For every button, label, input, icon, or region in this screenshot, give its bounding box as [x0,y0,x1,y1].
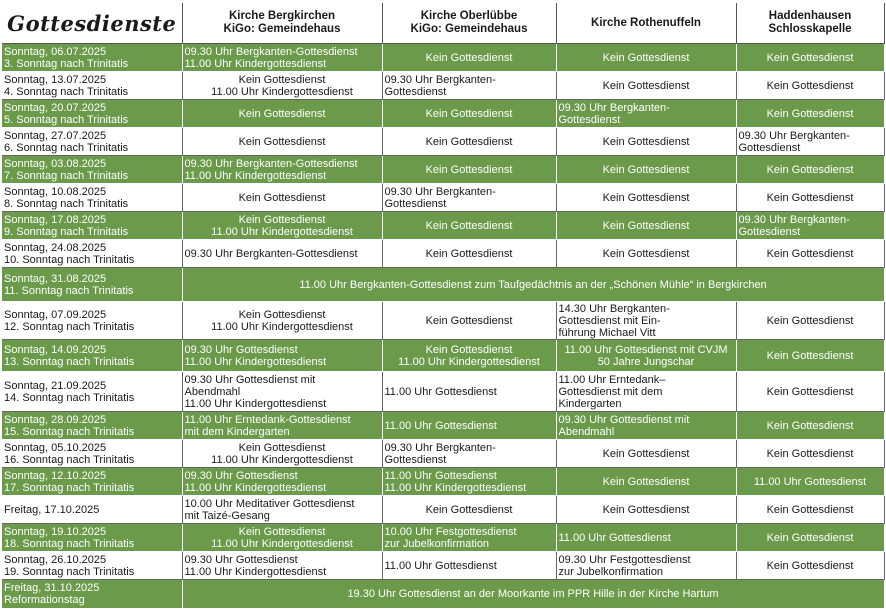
service-cell-rothenuffeln: Kein Gottesdienst [556,496,736,524]
service-cell-haddenhausen: Kein Gottesdienst [736,240,884,268]
column-header-rothenuffeln: Kirche Rothenuffeln [556,3,736,44]
service-cell-rothenuffeln: 11.00 Uhr Gottesdienst [556,524,736,552]
service-schedule-table [2,3,885,609]
table-row [2,72,884,100]
date-cell: Sonntag, 14.09.2025 13. Sonntag nach Trinitatis [2,340,182,372]
table-row [2,44,884,72]
table-row [2,496,884,524]
table-row [2,440,884,468]
date-cell: Sonntag, 24.08.2025 10. Sonntag nach Trinitatis [2,240,182,268]
service-cell-bergkirchen: Kein Gottesdienst [182,100,382,128]
service-cell-bergkirchen: Kein Gottesdienst 11.00 Uhr Kindergottesdienst [182,440,382,468]
table-row [2,156,884,184]
service-cell-rothenuffeln: Kein Gottesdienst [556,240,736,268]
service-cell-oberluebbe: 11.00 Uhr Gottesdienst [382,372,556,412]
date-cell: Sonntag, 10.08.2025 8. Sonntag nach Trinitatis [2,184,182,212]
date-cell: Sonntag, 27.07.2025 6. Sonntag nach Trinitatis [2,128,182,156]
date-cell: Sonntag, 28.09.2025 15. Sonntag nach Trinitatis [2,412,182,440]
table-row [2,468,884,496]
service-cell-haddenhausen: Kein Gottesdienst [736,302,884,340]
table-row [2,100,884,128]
service-cell-haddenhausen: Kein Gottesdienst [736,44,884,72]
date-cell: Freitag, 31.10.2025 Reformationstag [2,580,182,609]
service-cell-bergkirchen: 09.30 Uhr Bergkanten-Gottesdienst [182,240,382,268]
service-cell-bergkirchen: Kein Gottesdienst 11.00 Uhr Kindergottesdienst [182,72,382,100]
service-cell-haddenhausen: 11.00 Uhr Gottesdienst [736,468,884,496]
service-cell-oberluebbe: Kein Gottesdienst [382,156,556,184]
service-cell-haddenhausen: Kein Gottesdienst [736,184,884,212]
date-cell: Sonntag, 17.08.2025 9. Sonntag nach Trinitatis [2,212,182,240]
service-cell-rothenuffeln: 11.00 Uhr Erntedank– Gottesdienst mit dem Kindergarten [556,372,736,412]
service-cell-haddenhausen: Kein Gottesdienst [736,412,884,440]
service-cell-haddenhausen: Kein Gottesdienst [736,496,884,524]
service-cell-rothenuffeln: 11.00 Uhr Gottesdienst mit CVJM 50 Jahre Jungschar [556,340,736,372]
service-cell-bergkirchen: Kein Gottesdienst 11.00 Uhr Kindergottesdienst [182,524,382,552]
service-cell-oberluebbe: 11.00 Uhr Gottesdienst [382,552,556,580]
service-cell-haddenhausen: Kein Gottesdienst [736,552,884,580]
service-cell-rothenuffeln: Kein Gottesdienst [556,468,736,496]
table-row [2,580,884,609]
service-cell-bergkirchen: 09.30 Uhr Gottesdienst 11.00 Uhr Kindergottesdienst [182,468,382,496]
date-cell: Sonntag, 19.10.2025 18. Sonntag nach Trinitatis [2,524,182,552]
service-cell-bergkirchen: Kein Gottesdienst [182,128,382,156]
service-cell-haddenhausen: Kein Gottesdienst [736,372,884,412]
table-row [2,302,884,340]
column-header-bergkirchen: Kirche Bergkirchen KiGo: Gemeindehaus [182,3,382,44]
date-cell: Sonntag, 06.07.2025 3. Sonntag nach Trinitatis [2,44,182,72]
service-cell-rothenuffeln: 09.30 Uhr Bergkanten- Gottesdienst [556,100,736,128]
service-cell-oberluebbe: Kein Gottesdienst [382,212,556,240]
service-cell-haddenhausen: Kein Gottesdienst [736,524,884,552]
service-cell-haddenhausen: 09.30 Uhr Bergkanten- Gottesdienst [736,212,884,240]
service-cell-oberluebbe: 09.30 Uhr Bergkanten- Gottesdienst [382,440,556,468]
table-row [2,552,884,580]
service-cell-bergkirchen: 09.30 Uhr Bergkanten-Gottesdienst 11.00 Uhr Kindergottesdienst [182,156,382,184]
service-cell-oberluebbe: Kein Gottesdienst [382,100,556,128]
combined-service-cell: 19.30 Uhr Gottesdienst an der Moorkante im PPR Hille in der Kirche Hartum [182,580,884,609]
service-cell-bergkirchen: 10.00 Uhr Meditativer Gottesdienst mit Taizé-Gesang [182,496,382,524]
service-cell-bergkirchen: Kein Gottesdienst 11.00 Uhr Kindergottesdienst [182,302,382,340]
service-cell-rothenuffeln: 14.30 Uhr Bergkanten- Gottesdienst mit Ein- führung Michael Vitt [556,302,736,340]
service-cell-haddenhausen: Kein Gottesdienst [736,440,884,468]
service-cell-bergkirchen: 09.30 Uhr Gottesdienst 11.00 Uhr Kindergottesdienst [182,552,382,580]
schedule-body [2,44,884,609]
service-cell-oberluebbe: Kein Gottesdienst [382,44,556,72]
date-cell: Sonntag, 26.10.2025 19. Sonntag nach Trinitatis [2,552,182,580]
service-cell-haddenhausen: Kein Gottesdienst [736,72,884,100]
service-cell-oberluebbe: 09.30 Uhr Bergkanten- Gottesdienst [382,184,556,212]
service-cell-rothenuffeln: Kein Gottesdienst [556,212,736,240]
service-cell-rothenuffeln: Kein Gottesdienst [556,128,736,156]
service-cell-bergkirchen: 09.30 Uhr Gottesdienst 11.00 Uhr Kindergottesdienst [182,340,382,372]
date-cell: Sonntag, 12.10.2025 17. Sonntag nach Trinitatis [2,468,182,496]
service-cell-bergkirchen: Kein Gottesdienst 11.00 Uhr Kindergottesdienst [182,212,382,240]
table-row [2,340,884,372]
date-cell: Sonntag, 07.09.2025 12. Sonntag nach Trinitatis [2,302,182,340]
page-title: Gottesdienste [2,3,182,44]
date-cell: Sonntag, 21.09.2025 14. Sonntag nach Trinitatis [2,372,182,412]
service-cell-rothenuffeln: Kein Gottesdienst [556,184,736,212]
date-cell: Sonntag, 31.08.2025 11. Sonntag nach Trinitatis [2,268,182,302]
service-cell-bergkirchen: 09.30 Uhr Bergkanten-Gottesdienst 11.00 Uhr Kindergottesdienst [182,44,382,72]
date-cell: Sonntag, 05.10.2025 16. Sonntag nach Trinitatis [2,440,182,468]
service-cell-haddenhausen: Kein Gottesdienst [736,340,884,372]
table-row [2,524,884,552]
date-cell: Freitag, 17.10.2025 [2,496,182,524]
service-cell-oberluebbe: Kein Gottesdienst [382,128,556,156]
table-row [2,212,884,240]
service-cell-oberluebbe: Kein Gottesdienst [382,302,556,340]
service-cell-oberluebbe: Kein Gottesdienst [382,240,556,268]
table-row [2,128,884,156]
service-cell-bergkirchen: Kein Gottesdienst [182,184,382,212]
service-cell-bergkirchen: 09.30 Uhr Gottesdienst mit Abendmahl 11.00 Uhr Kindergottesdienst [182,372,382,412]
table-row [2,412,884,440]
column-header-oberluebbe: Kirche Oberlübbe KiGo: Gemeindehaus [382,3,556,44]
service-cell-oberluebbe: 09.30 Uhr Bergkanten- Gottesdienst [382,72,556,100]
combined-service-cell: 11.00 Uhr Bergkanten-Gottesdienst zum Taufgedächtnis an der „Schönen Mühle“ in Bergkirchen [182,268,884,302]
date-cell: Sonntag, 20.07.2025 5. Sonntag nach Trinitatis [2,100,182,128]
service-cell-haddenhausen: 09.30 Uhr Bergkanten- Gottesdienst [736,128,884,156]
service-cell-rothenuffeln: Kein Gottesdienst [556,440,736,468]
date-cell: Sonntag, 03.08.2025 7. Sonntag nach Trinitatis [2,156,182,184]
table-row [2,184,884,212]
service-cell-rothenuffeln: Kein Gottesdienst [556,44,736,72]
service-cell-rothenuffeln: Kein Gottesdienst [556,156,736,184]
service-cell-rothenuffeln: 09.30 Uhr Festgottesdienst zur Jubelkonfirmation [556,552,736,580]
date-cell: Sonntag, 13.07.2025 4. Sonntag nach Trinitatis [2,72,182,100]
service-cell-rothenuffeln: 09.30 Uhr Gottesdienst mit Abendmahl [556,412,736,440]
service-cell-oberluebbe: 11.00 Uhr Gottesdienst 11.00 Uhr Kindergottesdienst [382,468,556,496]
service-cell-oberluebbe: Kein Gottesdienst 11.00 Uhr Kindergottesdienst [382,340,556,372]
service-cell-oberluebbe: Kein Gottesdienst [382,496,556,524]
service-cell-haddenhausen: Kein Gottesdienst [736,156,884,184]
service-cell-bergkirchen: 11.00 Uhr Erntedank-Gottesdienst mit dem Kindergarten [182,412,382,440]
table-row [2,372,884,412]
table-row [2,240,884,268]
header-row [2,3,884,44]
service-cell-oberluebbe: 10.00 Uhr Festgottesdienst zur Jubelkonfirmation [382,524,556,552]
service-cell-oberluebbe: 11.00 Uhr Gottesdienst [382,412,556,440]
service-cell-rothenuffeln: Kein Gottesdienst [556,72,736,100]
service-cell-haddenhausen: Kein Gottesdienst [736,100,884,128]
column-header-haddenhausen: Haddenhausen Schlosskapelle [736,3,884,44]
table-row [2,268,884,302]
